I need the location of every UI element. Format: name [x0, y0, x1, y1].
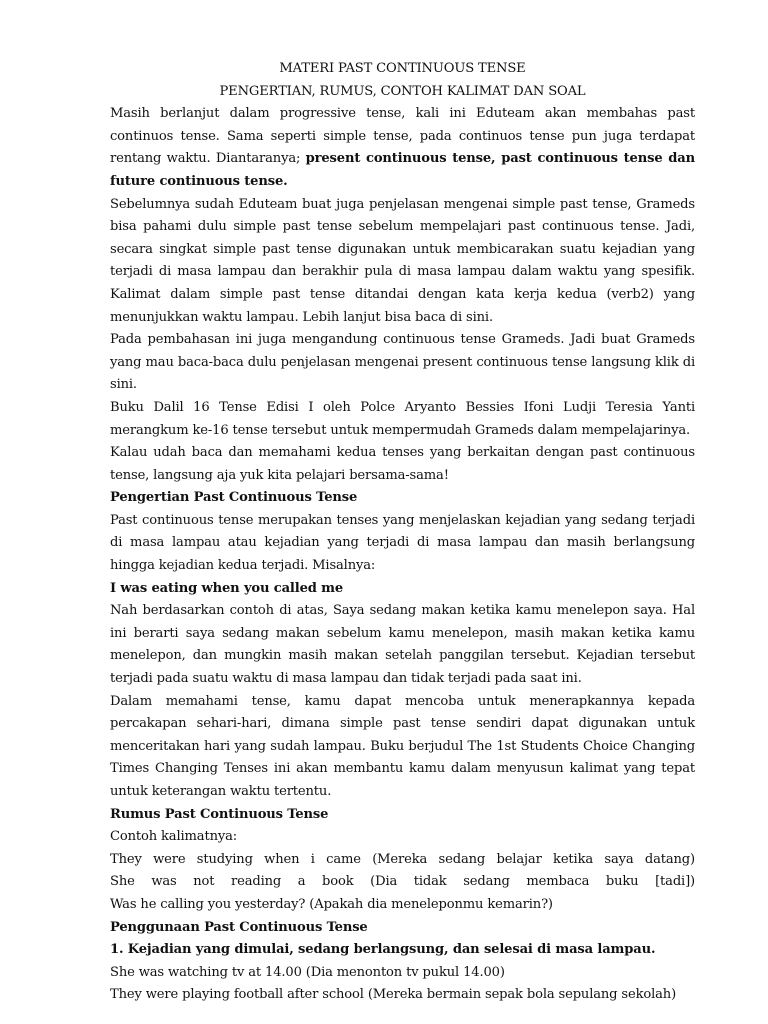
paragraph-definition: Past continuous tense merupakan tenses yang menjelaskan kejadian yang sedang terjadi di masa lampau atau kejadian yang terjadi di masa lampau dan masih berlangsung hingga kejadian kedua terjadi. Misalnya:	[110, 512, 695, 574]
contoh-label: Contoh kalimatnya:	[110, 829, 238, 845]
example-sentence-3: Was he calling you yesterday? (Apakah dia meneleponmu kemarin?)	[110, 896, 553, 912]
example-sentence-2: She was not reading a book (Dia tidak sedang membaca buku [tadi])	[110, 874, 695, 890]
heading-pengertian: Pengertian Past Continuous Tense	[110, 490, 358, 506]
paragraph-simple-past: Sebelumnya sudah Eduteam buat juga penjelasan mengenai simple past tense, Grameds bisa pahami dulu simple past tense sebelum mempelajari past continuous tense. Jadi, secara singkat simple past tense digunakan untuk membicarakan suatu kejadian yang terjadi di masa lampau dan berakhir pula di masa lampau dalam waktu yang spesifik. Kalimat dalam simple past tense ditandai dengan kata kerja kedua (verb2) yang menunjukkan waktu lampau. Lebih lanjut bisa baca di sini.	[110, 196, 695, 325]
example-bold: I was eating when you called me	[110, 580, 344, 596]
document-page	[110, 58, 695, 1007]
heading-penggunaan: Penggunaan Past Continuous Tense	[110, 919, 368, 935]
paragraph-continuous: Pada pembahasan ini juga mengandung continuous tense Grameds. Jadi buat Grameds yang mau baca-baca dulu penjelasan mengenai present continuous tense langsung klik di sini.	[110, 332, 695, 393]
subheading-kejadian: 1. Kejadian yang dimulai, sedang berlangsung, dan selesai di masa lampau.	[110, 942, 656, 958]
heading-rumus: Rumus Past Continuous Tense	[110, 806, 329, 822]
document-subtitle: PENGERTIAN, RUMUS, CONTOH KALIMAT DAN SOAL	[219, 83, 586, 99]
example-sentence-5: They were playing football after school (Mereka bermain sepak bola sepulang sekolah)	[110, 987, 677, 1003]
document-title: MATERI PAST CONTINUOUS TENSE	[279, 61, 526, 76]
intro-text: Masih berlanjut dalam progressive tense, kali ini Eduteam akan membahas past continuos tense. Sama seperti simple tense, pada continuos tense pun juga terdapat rentang waktu. Diantaranya;	[110, 106, 695, 167]
paragraph-book-students-choice: Dalam memahami tense, kamu dapat mencoba untuk menerapkannya kepada percakapan sehari-hari, dimana simple past tense sendiri dapat digunakan untuk menceritakan hari yang sudah lampau. Buku berjudul The 1st Students Choice Changing Times Changing Tenses ini akan membantu kamu dalam menyusun kalimat yang tepat untuk keterangan waktu tertentu.	[110, 693, 695, 799]
paragraph-explanation: Nah berdasarkan contoh di atas, Saya sedang makan ketika kamu menelepon saya. Hal ini berarti saya sedang makan sebelum kamu menelepon, masih makan ketika kamu menelepon, dan mungkin masih makan setelah panggilan tersebut. Kejadian tersebut terjadi pada suatu waktu di masa lampau dan tidak terjadi pada saat ini.	[110, 603, 695, 687]
paragraph-kalau-udah: Kalau udah baca dan memahami kedua tenses yang berkaitan dengan past continuous tense, langsung aja yuk kita pelajari bersama-sama!	[110, 445, 695, 483]
example-sentence-4: She was watching tv at 14.00 (Dia menonton tv pukul 14.00)	[110, 964, 505, 980]
example-sentence-1: They were studying when i came (Mereka sedang belajar ketika saya datang)	[110, 851, 695, 867]
intro-paragraph	[110, 103, 695, 193]
intro-bold-text: present continuous tense, past continuous tense dan future continuous tense.	[110, 151, 695, 189]
paragraph-book-dalil: Buku Dalil 16 Tense Edisi I oleh Polce Aryanto Bessies Ifoni Ludji Teresia Yanti merangkum ke-16 tense tersebut untuk mempermudah Grameds dalam mempelajarinya.	[110, 399, 695, 438]
